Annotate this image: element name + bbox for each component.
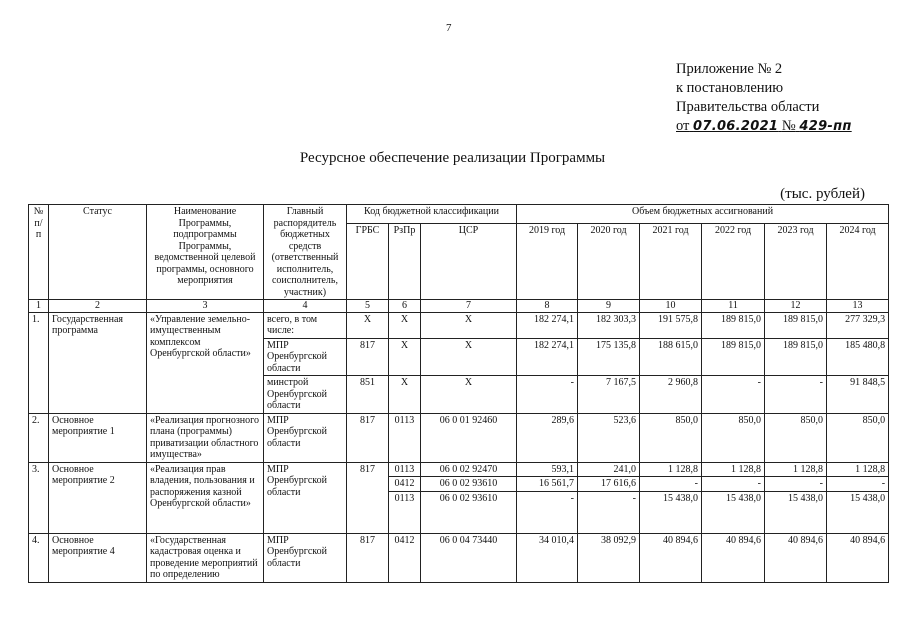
row-value: - bbox=[702, 376, 765, 414]
row-rzpr: 0412 bbox=[389, 477, 421, 492]
header-grbs: Главный распорядитель бюджетных средств (ответственный исполнитель, соисполнитель, участник) bbox=[264, 205, 347, 300]
row-grbs-code: 851 bbox=[347, 376, 389, 414]
row-value: 189 815,0 bbox=[765, 338, 827, 376]
column-index: 10 bbox=[640, 300, 702, 313]
row-rzpr: 0412 bbox=[389, 533, 421, 582]
header-row-1 bbox=[29, 205, 889, 224]
header-code-csr: ЦСР bbox=[421, 224, 517, 300]
column-index: 1 bbox=[29, 300, 49, 313]
header-num: № п/п bbox=[29, 205, 49, 300]
appendix-line-2: к постановлению bbox=[676, 80, 784, 96]
row-csr: X bbox=[421, 376, 517, 414]
row-value: - bbox=[640, 477, 702, 492]
header-year: 2019 год bbox=[517, 224, 578, 300]
row-value: 15 438,0 bbox=[640, 491, 702, 533]
row-value: - bbox=[578, 491, 640, 533]
row-num: 3. bbox=[29, 462, 49, 533]
row-value: 40 894,6 bbox=[765, 533, 827, 582]
row-rzpr: X bbox=[389, 376, 421, 414]
header-year: 2022 год bbox=[702, 224, 765, 300]
column-index: 11 bbox=[702, 300, 765, 313]
appendix-from-label: от bbox=[676, 118, 690, 134]
column-index: 13 bbox=[827, 300, 889, 313]
row-value: 40 894,6 bbox=[702, 533, 765, 582]
units-label: (тыс. рублей) bbox=[780, 186, 865, 202]
row-value: - bbox=[702, 477, 765, 492]
row-csr: 06 0 02 93610 bbox=[421, 477, 517, 492]
row-value: 7 167,5 bbox=[578, 376, 640, 414]
column-index: 12 bbox=[765, 300, 827, 313]
row-value: 189 815,0 bbox=[702, 312, 765, 338]
row-csr: X bbox=[421, 338, 517, 376]
column-index: 8 bbox=[517, 300, 578, 313]
row-value: 523,6 bbox=[578, 413, 640, 462]
appendix-line-3: Правительства области bbox=[676, 99, 820, 115]
column-index: 2 bbox=[49, 300, 147, 313]
row-value: - bbox=[517, 376, 578, 414]
row-value: 182 274,1 bbox=[517, 338, 578, 376]
row-value: 189 815,0 bbox=[765, 312, 827, 338]
document-title: Ресурсное обеспечение реализации Программы bbox=[299, 150, 606, 166]
row-value: 191 575,8 bbox=[640, 312, 702, 338]
appendix-number-label: № bbox=[781, 118, 796, 134]
row-value: 185 480,8 bbox=[827, 338, 889, 376]
row-value: 15 438,0 bbox=[702, 491, 765, 533]
row-grbs-name: минстрой Оренбургской области bbox=[264, 376, 347, 414]
resource-table bbox=[28, 204, 889, 583]
header-year: 2020 год bbox=[578, 224, 640, 300]
column-index-row bbox=[29, 300, 889, 313]
header-code-group: Код бюджетной классификации bbox=[347, 205, 517, 224]
column-index: 9 bbox=[578, 300, 640, 313]
row-status: Основное мероприятие 2 bbox=[49, 462, 147, 533]
row-value: - bbox=[827, 477, 889, 492]
header-year: 2024 год bbox=[827, 224, 889, 300]
header-status: Статус bbox=[49, 205, 147, 300]
row-num: 2. bbox=[29, 413, 49, 462]
row-grbs-name: МПР Оренбургской области bbox=[264, 338, 347, 376]
row-value: 15 438,0 bbox=[765, 491, 827, 533]
header-volume-group: Объем бюджетных ассигнований bbox=[517, 205, 889, 224]
row-value: 1 128,8 bbox=[640, 462, 702, 477]
row-num: 4. bbox=[29, 533, 49, 582]
row-grbs-name: МПР Оренбургской области bbox=[264, 533, 347, 582]
row-num: 1. bbox=[29, 312, 49, 413]
header-code-rzpr: РзПр bbox=[389, 224, 421, 300]
row-status: Основное мероприятие 1 bbox=[49, 413, 147, 462]
row-csr: 06 0 02 93610 bbox=[421, 491, 517, 533]
row-rzpr: X bbox=[389, 338, 421, 376]
row-name: «Управление земельно-имущественным комплексом Оренбургской области» bbox=[147, 312, 264, 413]
appendix-date-line bbox=[676, 117, 852, 136]
column-index: 7 bbox=[421, 300, 517, 313]
row-csr: X bbox=[421, 312, 517, 338]
row-value: 850,0 bbox=[765, 413, 827, 462]
column-index: 3 bbox=[147, 300, 264, 313]
row-value: 16 561,7 bbox=[517, 477, 578, 492]
table-row bbox=[29, 413, 889, 462]
header-year: 2021 год bbox=[640, 224, 702, 300]
row-value: 850,0 bbox=[702, 413, 765, 462]
header-code-grbs: ГРБС bbox=[347, 224, 389, 300]
row-value: 182 303,3 bbox=[578, 312, 640, 338]
appendix-line-1: Приложение № 2 bbox=[676, 61, 783, 77]
row-status: Основное мероприятие 4 bbox=[49, 533, 147, 582]
row-csr: 06 0 04 73440 bbox=[421, 533, 517, 582]
row-value: 1 128,8 bbox=[702, 462, 765, 477]
row-name: «Реализация прав владения, пользования и распоряжения казной Оренбургской области» bbox=[147, 462, 264, 533]
row-value: 182 274,1 bbox=[517, 312, 578, 338]
row-grbs-name: МПР Оренбургской области bbox=[264, 462, 347, 533]
row-value: 593,1 bbox=[517, 462, 578, 477]
header-name: Наименование Программы, подпрограммы Программы, ведомственной целевой программы, основного мероприятия bbox=[147, 205, 264, 300]
row-value: 289,6 bbox=[517, 413, 578, 462]
column-index: 4 bbox=[264, 300, 347, 313]
row-value: 34 010,4 bbox=[517, 533, 578, 582]
row-value: 850,0 bbox=[640, 413, 702, 462]
row-value: 175 135,8 bbox=[578, 338, 640, 376]
row-value: - bbox=[765, 477, 827, 492]
row-name: «Государственная кадастровая оценка и проведение мероприятий по определению bbox=[147, 533, 264, 582]
row-value: - bbox=[517, 491, 578, 533]
row-value: 1 128,8 bbox=[765, 462, 827, 477]
row-value: 850,0 bbox=[827, 413, 889, 462]
row-value: 17 616,6 bbox=[578, 477, 640, 492]
row-value: 38 092,9 bbox=[578, 533, 640, 582]
row-csr: 06 0 02 92470 bbox=[421, 462, 517, 477]
table-row bbox=[29, 533, 889, 582]
row-csr: 06 0 01 92460 bbox=[421, 413, 517, 462]
row-grbs-code: 817 bbox=[347, 338, 389, 376]
row-rzpr: 0113 bbox=[389, 491, 421, 533]
row-grbs-code: 817 bbox=[347, 413, 389, 462]
appendix-date: 07.06.2021 bbox=[693, 119, 779, 134]
row-status: Государственная программа bbox=[49, 312, 147, 413]
row-value: - bbox=[765, 376, 827, 414]
column-index: 5 bbox=[347, 300, 389, 313]
row-value: 40 894,6 bbox=[827, 533, 889, 582]
row-rzpr: 0113 bbox=[389, 462, 421, 477]
row-grbs-code: 817 bbox=[347, 533, 389, 582]
appendix-number: 429-пп bbox=[799, 119, 852, 134]
row-value: 15 438,0 bbox=[827, 491, 889, 533]
page-number: 7 bbox=[446, 22, 452, 34]
row-rzpr: 0113 bbox=[389, 413, 421, 462]
appendix-block bbox=[676, 60, 852, 136]
row-value: 189 815,0 bbox=[702, 338, 765, 376]
row-rzpr: X bbox=[389, 312, 421, 338]
row-grbs-name: всего, в том числе: bbox=[264, 312, 347, 338]
row-value: 188 615,0 bbox=[640, 338, 702, 376]
row-value: 1 128,8 bbox=[827, 462, 889, 477]
row-name: «Реализация прогнозного плана (программы) приватизации областного имущества» bbox=[147, 413, 264, 462]
row-value: 2 960,8 bbox=[640, 376, 702, 414]
row-grbs-code: 817 bbox=[347, 462, 389, 533]
table-row bbox=[29, 462, 889, 477]
header-year: 2023 год bbox=[765, 224, 827, 300]
column-index: 6 bbox=[389, 300, 421, 313]
row-value: 241,0 bbox=[578, 462, 640, 477]
table-row bbox=[29, 312, 889, 338]
row-grbs-code: X bbox=[347, 312, 389, 338]
row-grbs-name: МПР Оренбургской области bbox=[264, 413, 347, 462]
row-value: 40 894,6 bbox=[640, 533, 702, 582]
row-value: 91 848,5 bbox=[827, 376, 889, 414]
row-value: 277 329,3 bbox=[827, 312, 889, 338]
